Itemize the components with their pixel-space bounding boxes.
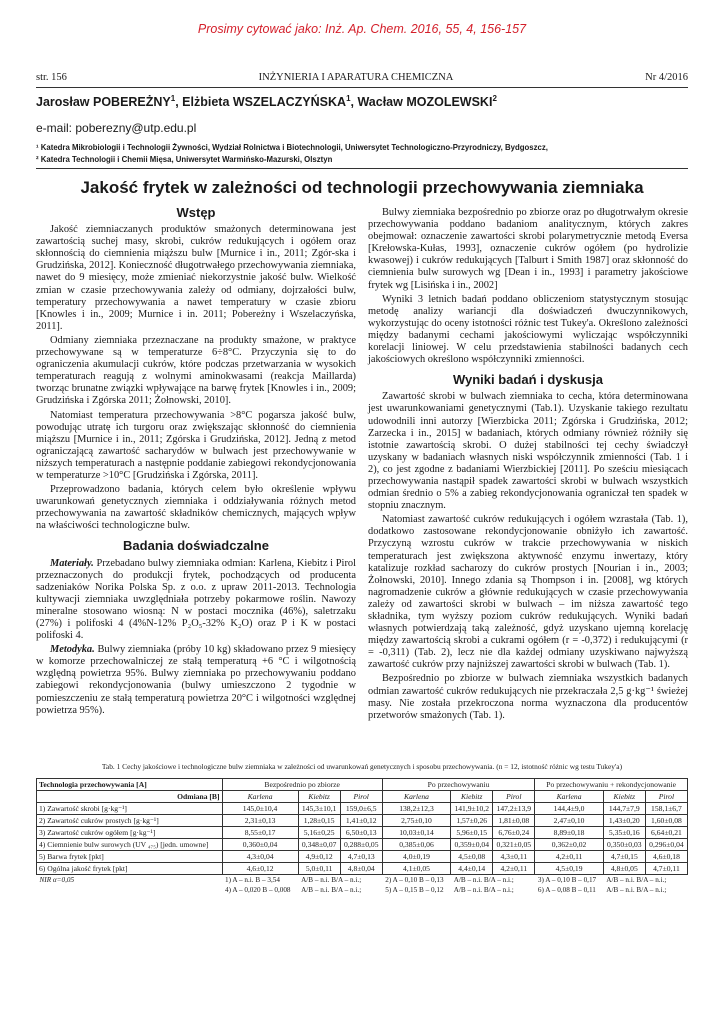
nir-cell: 4) A – 0,020 B – 0,008: [225, 886, 291, 894]
variety-header: Pirol: [645, 791, 687, 803]
table-cell: 4,5±0,19: [535, 863, 603, 875]
author-1-affil: 1: [170, 94, 176, 103]
table-cell: 4,7±0,15: [603, 851, 645, 863]
table-cell: 0,359±0,04: [451, 839, 493, 851]
variety-header: Pirol: [340, 791, 382, 803]
intro-paragraph: Natomiast temperatura przechowywania >8°C pogarsza jakość bulw, powodując utratę ich turgoru oraz zwiększając skłonność do ciemnienia miąższu [Murnice i in., 2011; Zgórska i Grudzińska, 2012]. Jedną z metod ograniczającą zawartość sacharydów w bulwach jest przechowywanie w niższych temperaturach a następnie poddanie zabiegowi rekondycjonowania w temperaturze >10°C [Grudzińska i Zgórska, 2011].: [36, 409, 356, 481]
table-cell: 0,362±0,02: [535, 839, 603, 851]
left-column: [36, 207, 356, 719]
author-3: , Wacław MOZOLEWSKI: [350, 95, 493, 110]
nir-row: [37, 885, 688, 895]
nir-cell: 5) A – 0,15 B – 0,12: [385, 886, 444, 894]
table-cell: 1,28±0,15: [298, 815, 340, 827]
table-cell: 10,03±0,14: [382, 827, 450, 839]
table-cell: 145,0±10,4: [222, 803, 298, 815]
variety-header: Karlena: [535, 791, 603, 803]
table-cell: 4,5±0,08: [451, 851, 493, 863]
table-cell: 6,50±0,13: [340, 827, 382, 839]
table-cell: 138,2±12,3: [382, 803, 450, 815]
intro-heading: Wstęp: [176, 205, 216, 220]
table-cell: 1,60±0,08: [645, 815, 687, 827]
table-cell: 5,16±0,25: [298, 827, 340, 839]
table-cell: 0,360±0,04: [222, 839, 298, 851]
table-variety-row: [37, 791, 688, 803]
table-cell: 2,47±0,10: [535, 815, 603, 827]
row-label: 1) Zawartość skrobi [g·kg⁻¹]: [37, 803, 223, 815]
table-cell: 1,41±0,12: [340, 815, 382, 827]
nir-cell: A/B – n.i. B/A – n.i.;: [301, 886, 362, 894]
header-rule: [36, 87, 688, 88]
table-row: [37, 803, 688, 815]
results-paragraph: Bezpośrednio po zbiorze w bulwach ziemniaka wszystkich badanych odmian zawartość cukrów redukujących nie przekraczała 2,5 g·kg⁻¹ świeżej masy. Nie została przekroczona norma wyznaczona dla producentów przetworów smażonych (Tab. 1).: [368, 673, 688, 721]
right-column: [368, 207, 688, 724]
table-cell: 141,9±10,2: [451, 803, 493, 815]
table-cell: 1,57±0,26: [451, 815, 493, 827]
table-cell: 4,2±0,11: [535, 851, 603, 863]
nir-cell: 6) A – 0,08 B – 0,11: [537, 886, 596, 894]
nir-cell: 2) A – 0,10 B – 0,13: [385, 876, 444, 884]
table-cell: 5,0±0,11: [298, 863, 340, 875]
table-cell: 0,288±0,05: [340, 839, 382, 851]
table-cell: 6,64±0,21: [645, 827, 687, 839]
table-cell: 2,31±0,13: [222, 815, 298, 827]
table-cell: 2,75±0,10: [382, 815, 450, 827]
table-cell: 8,55±0,17: [222, 827, 298, 839]
issue-number: Nr 4/2016: [645, 72, 688, 83]
group-header: Po przechowywaniu + rekondycjonowanie: [535, 779, 688, 791]
table-cell: 4,6±0,12: [222, 863, 298, 875]
variety-header: Karlena: [222, 791, 298, 803]
row-label: 2) Zawartość cukrów prostych [g·kg⁻¹]: [37, 815, 223, 827]
table-cell: 0,348±0,07: [298, 839, 340, 851]
author-2: , Elżbieta WSZELACZYŃSKA: [175, 95, 347, 110]
variety-header: Kiebitz: [603, 791, 645, 803]
table-row: [37, 839, 688, 851]
table-cell: 4,0±0,19: [382, 851, 450, 863]
journal-name: INŻYNIERIA I APARATURA CHEMICZNA: [258, 72, 454, 83]
table-cell: 144,7±7,9: [603, 803, 645, 815]
table-cell: 144,4±9,0: [535, 803, 603, 815]
nir-label: [37, 885, 223, 895]
table-cell: 5,96±0,15: [451, 827, 493, 839]
table-cell: 4,9±0,12: [298, 851, 340, 863]
table-cell: 4,1±0,05: [382, 863, 450, 875]
variety-header: Kiebitz: [451, 791, 493, 803]
variety-header: Kiebitz: [298, 791, 340, 803]
table-cell: 0,296±0,04: [645, 839, 687, 851]
methods-heading: Badania doświadczalne: [123, 538, 269, 554]
row-label: 5) Barwa frytek [pkt]: [37, 851, 223, 863]
nir-row: [37, 875, 688, 886]
citation-banner: Prosimy cytować jako: Inż. Ap. Chem. 2016, 55, 4, 156-157: [197, 22, 527, 36]
table-cell: 147,2±13,9: [493, 803, 535, 815]
table-row: [37, 851, 688, 863]
affiliation-1: ¹ Katedra Mikrobiologii i Technologii Żywności, Wydział Rolnictwa i Biotechnologii, Uniwersytet Technologiczno-Przyrodniczy, Bydgoszcz,: [36, 143, 548, 152]
factor-b-label: Odmiana [B]: [37, 791, 223, 803]
table-cell: 4,3±0,04: [222, 851, 298, 863]
author-2-affil: 1: [346, 94, 351, 103]
results-table: [36, 778, 688, 895]
table-cell: 6,76±0,24: [493, 827, 535, 839]
affiliation-rule: [36, 168, 688, 169]
table-row: [37, 815, 688, 827]
nir-cell: A/B – n.i. B/A – n.i.;: [453, 886, 514, 894]
factor-a-label: Technologia przechowywania [A]: [37, 779, 223, 791]
methodology-text: Bulwy ziemniaka (próby 10 kg) składowano przez 9 miesięcy w komorze przechowalniczej ze stałą temperaturą +6 °C i wilgotnością względną powietrza 95%. Bulwy ziemniaka po przechowywaniu poddano zabiegowi rekondycjonowania (bulwy umieszczono 2 tygodnie w pomieszczeniu ze stałą temperaturą powietrza 20°C i wilgotności względnej powietrza 95%).: [36, 644, 356, 716]
materials-text: Przebadano bulwy ziemniaka odmian: Karlena, Kiebitz i Pirol przeznaczonych do produkcji frytek, pochodzących od producenta sadzeniaków Norika Polska Sp. z o.o. z upraw 2011-2013. Technologia kultywacji ziemniaka uwzględniała potrzeby pokarmowe roślin. Nawozy mineralne stosowano wiosną: N w postaci mocznika (46%), saletrzaku (27%) i polifoski 4 (4%N-12% P₂O₅-32% K₂O) oraz P i K w postaci polifoski 4.: [36, 557, 356, 642]
nir-label: NIR α=0,05: [39, 876, 75, 884]
table-row: [37, 863, 688, 875]
nir-cell: A/B – n.i. B/A – n.i.;: [301, 876, 362, 884]
author-3-affil: 2: [492, 94, 497, 103]
nir-cell: 1) A – n.i. B – 3,54: [225, 876, 280, 884]
table-cell: 4,3±0,11: [493, 851, 535, 863]
results-paragraph: Natomiast zawartość cukrów redukujących i ogółem wzrastała (Tab. 1), dodatkowo zastosowane rekondycjonowanie obniżyło ich zawartość. Przyczyną wzrostu cukrów w trakcie przechowywania w niskich temperaturach jest zwiększona aktywność enzymu inwertazy, który katalizuje rozkład sacharozy do cukrów prostych [Nourian i in., 2003; Żołnowski, 2010]. Innego zdania są Thompson i in. [2008], wg których nagromadzenie cukrów a głównie redukujących w czasie przechowywania zależy od zawartości skrobi w bulwach – im niższa zawartość tego składnika, tym wyższy poziom cukrów redukujących. Wyniki badań własnych potwierdzają taką zależność, gdyż uzyskano ujemną korelację między zawartością skrobi a cukrami ogółem (r = -0,372) i redukującymi (r = -0,311) (Tab. 2), lecz nie dla każdej odmiany uzyskiwano najwyższą zawartość cukrów przy najniższej zawartości skrobi w bulwach (Tab. 1).: [368, 514, 688, 671]
authors: [36, 94, 497, 109]
table-cell: 4,7±0,11: [645, 863, 687, 875]
table-cell: 4,6±0,18: [645, 851, 687, 863]
materials-paragraph: [36, 558, 356, 643]
table-caption: Tab. 1 Cechy jakościowe i technologiczne bulw ziemniaka w zależności od uwarunkowań genetycznych i sposobu przechowywania. (n = 12, istotność różnic wg testu Tukey'a): [101, 762, 623, 771]
nir-cell: A/B – n.i. B/A – n.i.;: [606, 886, 667, 894]
table-cell: 145,3±10,1: [298, 803, 340, 815]
table-cell: 4,2±0,11: [493, 863, 535, 875]
table-cell: 1,43±0,20: [603, 815, 645, 827]
table-cell: 1,81±0,08: [493, 815, 535, 827]
table-cell: 0,321±0,05: [493, 839, 535, 851]
intro-paragraph: Odmiany ziemniaka przeznaczane na produkty smażone, w praktyce przechowywane są w temperaturze 6÷8°C. Przyczynia się to do ograniczenia akumulacji cukrów, które podczas przetwarzania w wysokich temperaturach reagują z wolnymi aminokwasami (reakcja Maillarda) tworząc brunatne związki wpływające na barwę frytek [Knowles i in., 2009; Grudzińska i Zgórska 2011; Żołnowski, 2010].: [36, 334, 356, 407]
body-paragraph: Bulwy ziemniaka bezpośrednio po zbiorze oraz po długotrwałym okresie przechowywania poddano badaniom analitycznym, których zakres obejmował: oznaczenie zawartości skrobi polarymetrycznie metodą Eversa [Krełowska-Kułas, 1993], oznaczenie cukrów ogółem (po hydrolizie kwasowej) i cukrów redukujących [Talburt i Smith 1987] oraz skłonność do ciemnienia bulw surowych wg [Dean i in., 1993] i parametry jakościowe frytek wg [Lisińska i in., 2002]: [368, 207, 688, 291]
nir-cell: A/B – n.i. B/A – n.i.;: [606, 876, 667, 884]
row-label: 3) Zawartość cukrów ogółem [g·kg⁻¹]: [37, 827, 223, 839]
row-label: 6) Ogólna jakość frytek [pkt]: [37, 863, 223, 875]
table-cell: 4,8±0,04: [340, 863, 382, 875]
methodology-paragraph: [36, 644, 356, 717]
table-cell: 8,89±0,18: [535, 827, 603, 839]
group-header: Po przechowywaniu: [382, 779, 535, 791]
article-title: Jakość frytek w zależności od technologii przechowywania ziemniaka: [80, 178, 644, 197]
table-cell: 0,385±0,06: [382, 839, 450, 851]
table-cell: 159,0±6,5: [340, 803, 382, 815]
author-1: Jarosław POBEREŻNY: [36, 95, 171, 110]
methodology-label: Metodyka.: [50, 644, 95, 656]
table-cell: 4,7±0,13: [340, 851, 382, 863]
table-cell: 4,4±0,14: [451, 863, 493, 875]
nir-cell: A/B – n.i. B/A – n.i.;: [453, 876, 514, 884]
nir-cell: 3) A – 0,10 B – 0,17: [537, 876, 597, 884]
intro-paragraph: Jakość ziemniaczanych produktów smażonych determinowana jest zawartością suchej masy, skrobi, cukrów redukujących i ogółem oraz skłonnością do ciemnienia miąższu bulw [Murnice i in., 2011; Zgór-ska i Grudzińska, 2012]. Konieczność długotrwałego przechowywania ziemniaka, nawet do 9 miesięcy, może zmieniać niekorzystnie jakość bulw. Wielkość zmian w czasie przechowywania zależy od odmiany, dojrzałości bulw, temperatury przechowywania a nawet temperatury w czasie zbioru [Knowles i in., 2009; Murnice i in. 2011; Pobereżny i Wszelaczyńska, 2011].: [36, 224, 356, 332]
results-paragraph: Zawartość skrobi w bulwach ziemniaka to cecha, która determinowana jest uwarunkowaniami genetycznymi (Tab.1). Uzyskanie takiego rezultatu udowodnili inni autorzy [Wierzbicka 2011; Zgórska i Grudzińska, 2012; Zarzecka i in., 2015] w badaniach, których odmiany również różniły się istotnie zawartością skrobi. O dużej stabilności tej cechy świadczył uzyskany w badaniach własnych niski współczynnik zmienności (Tab. 1 i 2), co jest zgodne z badaniami Wierzbickiej [2011]. Po sześciu miesiącach przechowywania nastąpił spadek zawartości skrobi w bulwach wszystkich odmian średnio o 5% a zabieg rekondycjonowania ograniczał ten spadek w stopniu znacznym.: [368, 391, 688, 512]
table-cell: 0,350±0,03: [603, 839, 645, 851]
affiliation-2: ² Katedra Technologii i Chemii Mięsa, Uniwersytet Warmińsko-Mazurski, Olsztyn: [36, 155, 333, 164]
table-row: [37, 827, 688, 839]
page-number: str. 156: [36, 72, 67, 83]
group-header: Bezpośrednio po zbiorze: [222, 779, 382, 791]
materials-label: Materiały.: [50, 557, 94, 569]
row-label: 4) Ciemnienie bulw surowych (UV ₄₇₅) [jedn. umowne]: [37, 839, 223, 851]
results-heading: Wyniki badań i dyskusja: [452, 372, 604, 388]
variety-header: Pirol: [493, 791, 535, 803]
table-cell: 158,1±6,7: [645, 803, 687, 815]
contact-email[interactable]: e-mail: poberezny@utp.edu.pl: [36, 121, 197, 135]
table-header-row: [37, 779, 688, 791]
table-cell: 4,8±0,05: [603, 863, 645, 875]
variety-header: Karlena: [382, 791, 450, 803]
intro-paragraph: Przeprowadzono badania, których celem było określenie wpływu uwarunkowań genetycznych ziemniaka i oddziaływania różnych metod przechowywania na zawartość składników chemicznych, mających wpływ na właściwości technologiczne bulw.: [36, 484, 356, 532]
table-cell: 5,35±0,16: [603, 827, 645, 839]
running-head: [36, 72, 688, 83]
body-paragraph: Wyniki 3 letnich badań poddano obliczeniom statystycznym stosując metodę analizy wariancji dla doświadczeń dwuczynnikowych, wykorzystując do oceny istotności różnic test Tukey'a. Określono zależności między badanymi cechami jakościowymi wyliczając współczynniki korelacji liniowej. W celu przedstawienia stabilności badanych cech jakościowych określono współczynniki zmienności.: [368, 293, 688, 366]
